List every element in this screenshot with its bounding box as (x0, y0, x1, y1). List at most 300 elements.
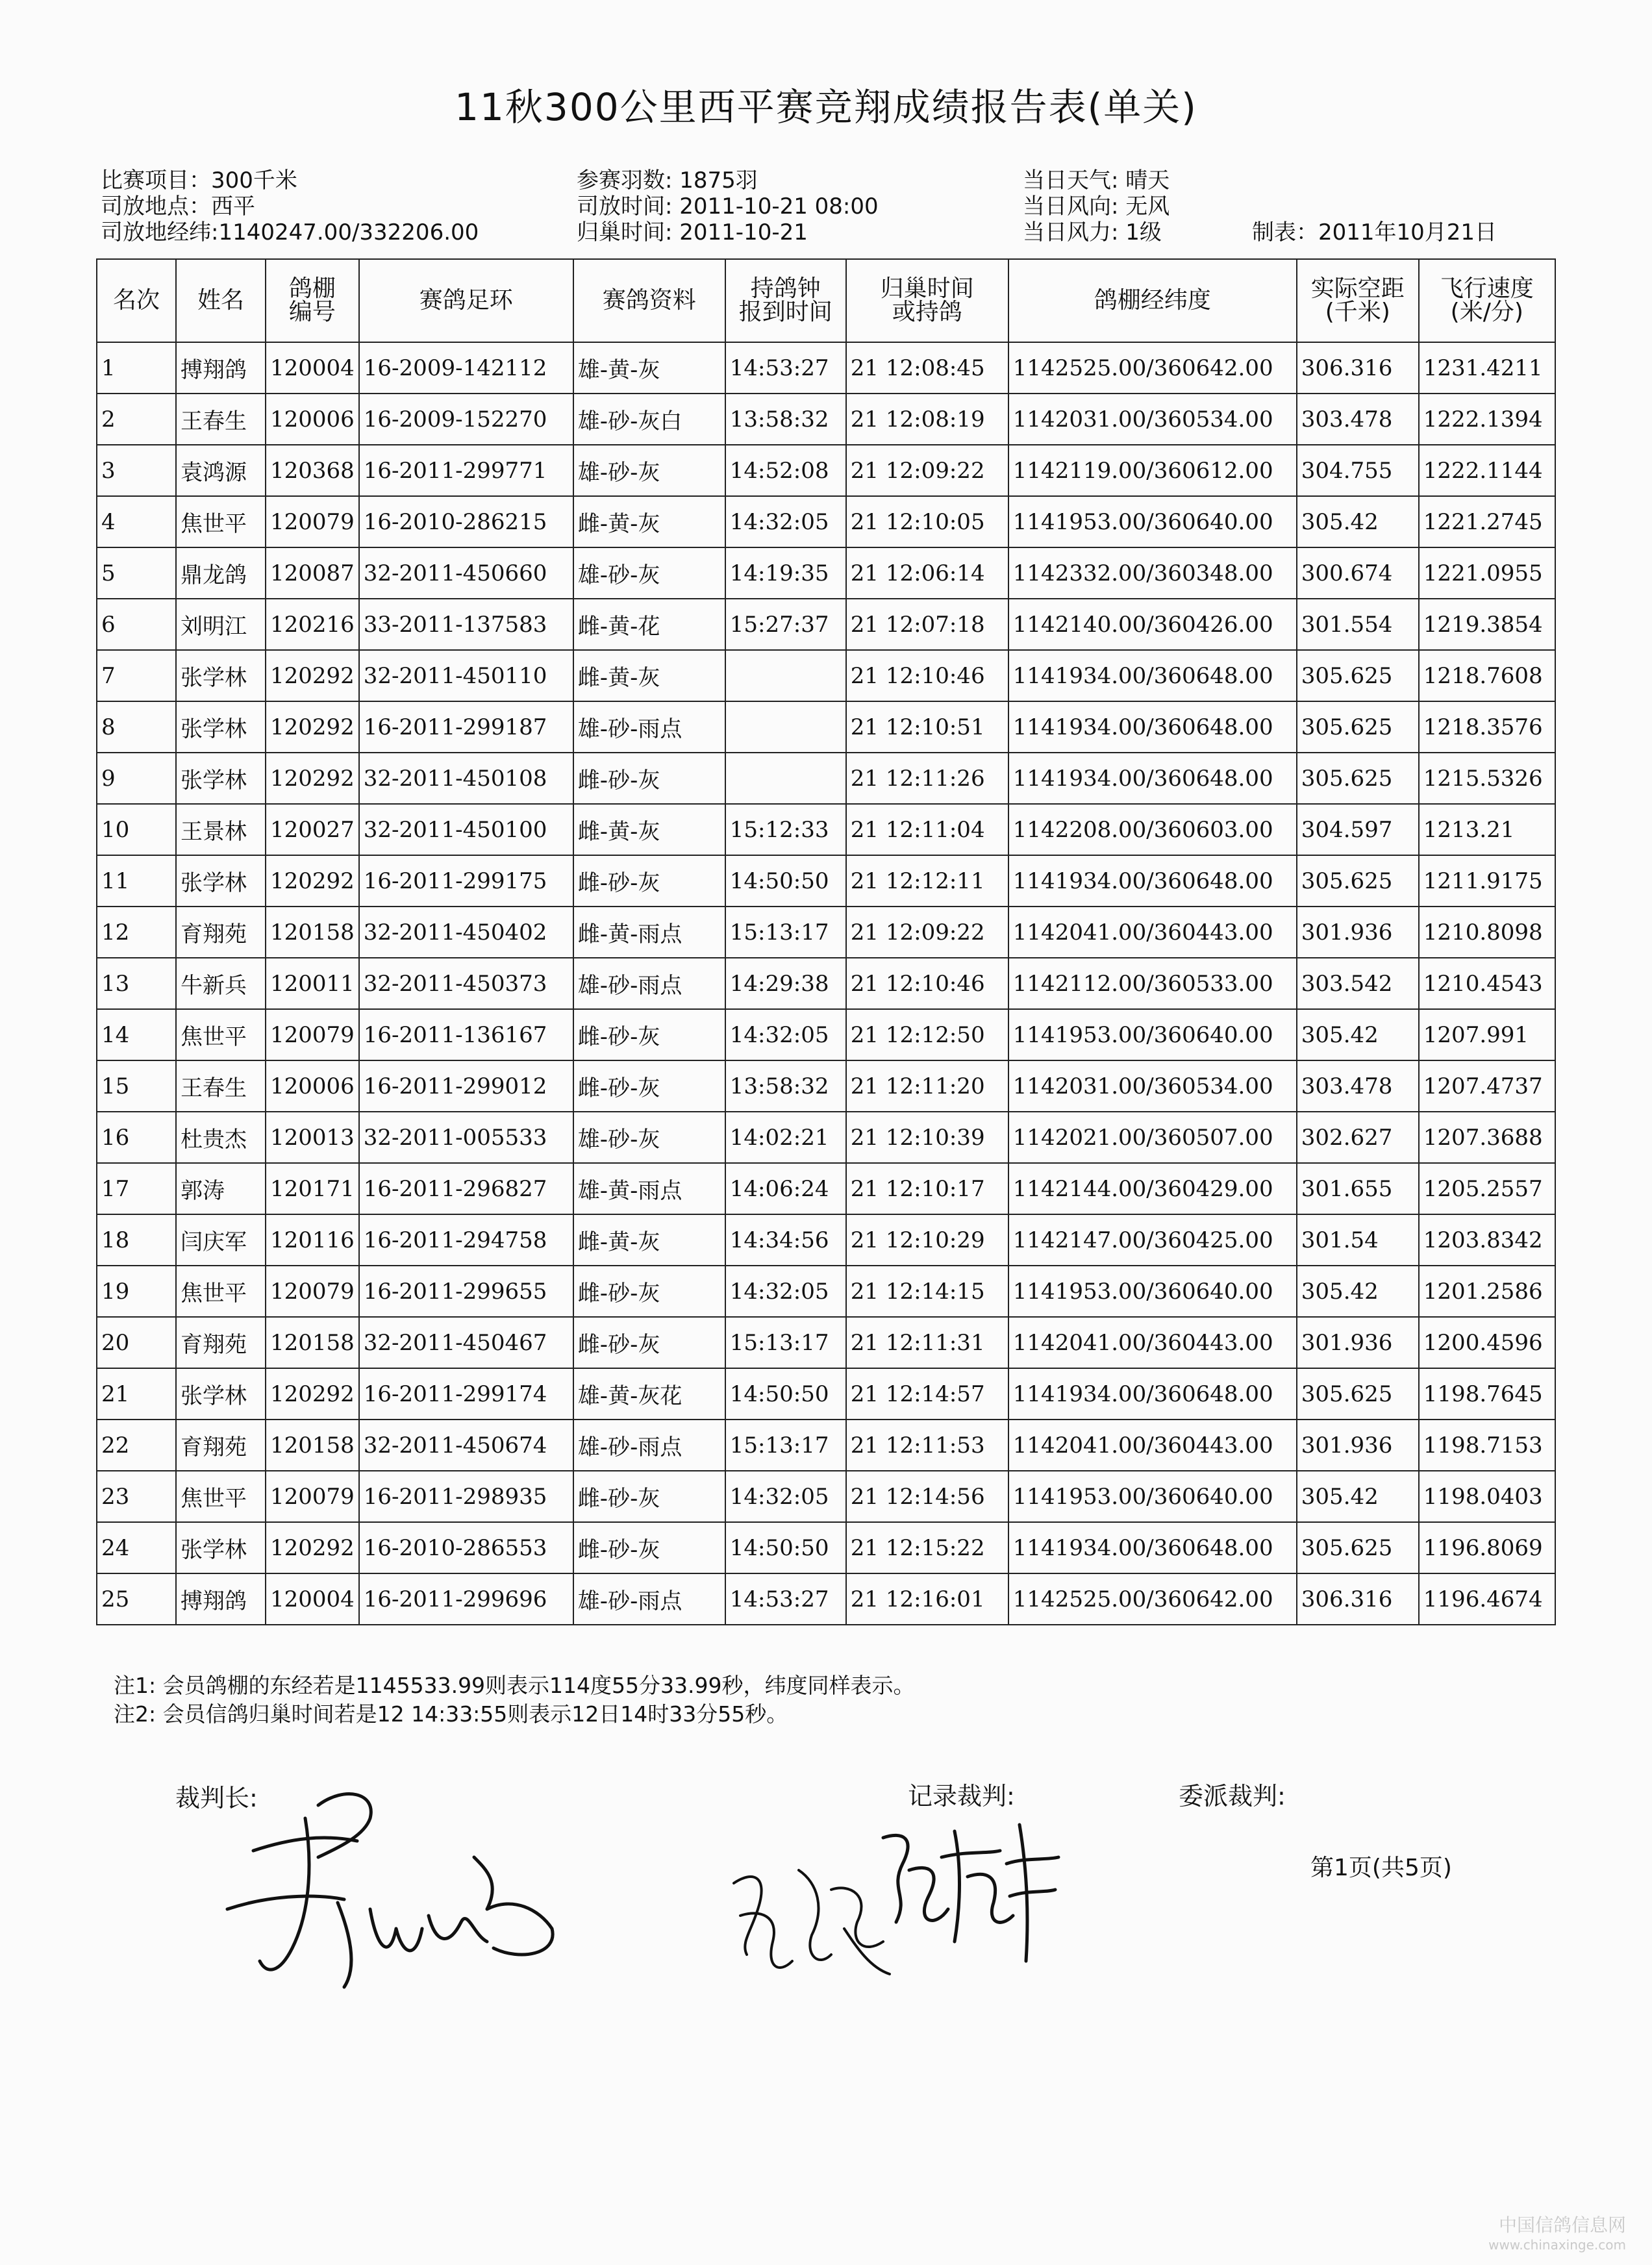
cell-name: 郭涛 (176, 1163, 266, 1214)
cell-arrival-time: 21 12:11:31 (846, 1317, 1008, 1368)
cell-distance: 305.625 (1297, 1368, 1419, 1420)
cell-speed: 1201.2586 (1419, 1266, 1555, 1317)
cell-info: 雌-砂-灰 (573, 1009, 725, 1060)
cell-distance: 304.597 (1297, 804, 1419, 855)
cell-speed: 1207.3688 (1419, 1112, 1555, 1163)
cell-ring: 16-2011-299175 (359, 855, 573, 907)
table-row (97, 1317, 1555, 1368)
meta-release-coords: 司放地经纬:1140247.00/332206.00 (101, 219, 479, 245)
cell-distance: 305.625 (1297, 701, 1419, 753)
table-row (97, 496, 1555, 547)
cell-info: 雄-砂-雨点 (573, 1420, 725, 1471)
cell-arrival-time: 21 12:10:46 (846, 650, 1008, 701)
cell-info: 雄-黄-灰花 (573, 1368, 725, 1420)
header-rank: 名次 (97, 259, 176, 342)
cell-distance: 305.625 (1297, 753, 1419, 804)
cell-name: 闫庆军 (176, 1214, 266, 1266)
table-row (97, 1471, 1555, 1522)
cell-clock-time: 15:13:17 (725, 1317, 846, 1368)
cell-ring: 32-2011-450402 (359, 907, 573, 958)
cell-loft-id: 120216 (266, 599, 359, 650)
cell-clock-time: 15:27:37 (725, 599, 846, 650)
cell-coords: 1142147.00/360425.00 (1008, 1214, 1297, 1266)
table-body (97, 342, 1555, 1625)
cell-info: 雌-黄-灰 (573, 496, 725, 547)
cell-distance: 301.936 (1297, 1317, 1419, 1368)
cell-rank: 11 (97, 855, 176, 907)
cell-rank: 25 (97, 1573, 176, 1625)
cell-distance: 301.54 (1297, 1214, 1419, 1266)
cell-clock-time (725, 701, 846, 753)
cell-distance: 301.936 (1297, 1420, 1419, 1471)
cell-ring: 33-2011-137583 (359, 599, 573, 650)
cell-loft-id: 120006 (266, 394, 359, 445)
cell-clock-time (725, 753, 846, 804)
table-header-row (97, 259, 1555, 342)
cell-speed: 1219.3854 (1419, 599, 1555, 650)
cell-clock-time: 15:13:17 (725, 1420, 846, 1471)
cell-coords: 1142112.00/360533.00 (1008, 958, 1297, 1009)
cell-clock-time: 13:58:32 (725, 1060, 846, 1112)
cell-info: 雄-砂-雨点 (573, 1573, 725, 1625)
cell-speed: 1203.8342 (1419, 1214, 1555, 1266)
cell-speed: 1210.4543 (1419, 958, 1555, 1009)
report-title: 11秋300公里西平赛竞翔成绩报告表(单关) (455, 85, 1197, 129)
cell-name: 王春生 (176, 1060, 266, 1112)
cell-speed: 1200.4596 (1419, 1317, 1555, 1368)
note-2: 注2: 会员信鸽归巢时间若是12 14:33:55则表示12日14时33分55秒。 (114, 1701, 788, 1727)
cell-info: 雄-砂-灰 (573, 547, 725, 599)
cell-name: 牛新兵 (176, 958, 266, 1009)
cell-clock-time: 14:50:50 (725, 1522, 846, 1573)
table-row (97, 1060, 1555, 1112)
cell-info: 雄-黄-雨点 (573, 1163, 725, 1214)
cell-name: 王春生 (176, 394, 266, 445)
cell-rank: 16 (97, 1112, 176, 1163)
header-info: 赛鸽资料 (573, 259, 725, 342)
cell-speed: 1196.8069 (1419, 1522, 1555, 1573)
cell-info: 雄-砂-雨点 (573, 958, 725, 1009)
header-distance: 实际空距 (千米) (1297, 259, 1419, 342)
watermark-line-2: www.chinaxinge.com (1488, 2237, 1626, 2253)
meta-release-place: 司放地点：西平 (101, 194, 255, 219)
cell-speed: 1207.991 (1419, 1009, 1555, 1060)
meta-column-3 (1023, 168, 1170, 245)
header-loft-id: 鸽棚 编号 (266, 259, 359, 342)
cell-rank: 2 (97, 394, 176, 445)
cell-speed: 1215.5326 (1419, 753, 1555, 804)
cell-info: 雌-砂-灰 (573, 855, 725, 907)
cell-arrival-time: 21 12:09:22 (846, 445, 1008, 496)
cell-rank: 3 (97, 445, 176, 496)
cell-speed: 1221.0955 (1419, 547, 1555, 599)
cell-rank: 18 (97, 1214, 176, 1266)
cell-loft-id: 120011 (266, 958, 359, 1009)
cell-speed: 1210.8098 (1419, 907, 1555, 958)
cell-loft-id: 120013 (266, 1112, 359, 1163)
cell-arrival-time: 21 12:08:19 (846, 394, 1008, 445)
cell-distance: 300.674 (1297, 547, 1419, 599)
cell-coords: 1142031.00/360534.00 (1008, 1060, 1297, 1112)
cell-speed: 1198.7153 (1419, 1420, 1555, 1471)
cell-rank: 15 (97, 1060, 176, 1112)
cell-rank: 20 (97, 1317, 176, 1368)
cell-distance: 306.316 (1297, 342, 1419, 394)
cell-clock-time: 14:06:24 (725, 1163, 846, 1214)
cell-ring: 16-2011-299655 (359, 1266, 573, 1317)
cell-speed: 1205.2557 (1419, 1163, 1555, 1214)
cell-rank: 4 (97, 496, 176, 547)
cell-clock-time: 14:52:08 (725, 445, 846, 496)
cell-name: 焦世平 (176, 1471, 266, 1522)
cell-coords: 1141934.00/360648.00 (1008, 753, 1297, 804)
cell-loft-id: 120158 (266, 1420, 359, 1471)
table-row (97, 1573, 1555, 1625)
cell-distance: 303.478 (1297, 394, 1419, 445)
cell-speed: 1222.1394 (1419, 394, 1555, 445)
cell-rank: 10 (97, 804, 176, 855)
cell-arrival-time: 21 12:15:22 (846, 1522, 1008, 1573)
cell-name: 袁鸿源 (176, 445, 266, 496)
cell-info: 雌-黄-灰 (573, 1214, 725, 1266)
cell-ring: 16-2011-136167 (359, 1009, 573, 1060)
meta-event: 比赛项目：300千米 (101, 168, 297, 194)
cell-distance: 305.625 (1297, 1522, 1419, 1573)
cell-ring: 16-2011-299696 (359, 1573, 573, 1625)
chief-judge-label: 裁判长: (175, 1784, 258, 1812)
cell-rank: 22 (97, 1420, 176, 1471)
table-row (97, 1112, 1555, 1163)
cell-clock-time: 14:53:27 (725, 342, 846, 394)
cell-speed: 1222.1144 (1419, 445, 1555, 496)
cell-loft-id: 120116 (266, 1214, 359, 1266)
cell-arrival-time: 21 12:10:39 (846, 1112, 1008, 1163)
cell-loft-id: 120079 (266, 1471, 359, 1522)
cell-loft-id: 120292 (266, 753, 359, 804)
cell-ring: 32-2011-450674 (359, 1420, 573, 1471)
cell-name: 焦世平 (176, 496, 266, 547)
cell-distance: 303.478 (1297, 1060, 1419, 1112)
cell-distance: 301.655 (1297, 1163, 1419, 1214)
cell-clock-time (725, 650, 846, 701)
cell-arrival-time: 21 12:06:14 (846, 547, 1008, 599)
watermark-line-1: 中国信鸽信息网 (1498, 2214, 1626, 2236)
cell-loft-id: 120292 (266, 855, 359, 907)
meta-column-2 (577, 168, 879, 245)
cell-ring: 32-2011-450467 (359, 1317, 573, 1368)
cell-speed: 1198.7645 (1419, 1368, 1555, 1420)
cell-ring: 32-2011-450110 (359, 650, 573, 701)
table-row (97, 599, 1555, 650)
page-indicator: 第1页(共5页) (1310, 1855, 1452, 1881)
cell-speed: 1221.2745 (1419, 496, 1555, 547)
cell-info: 雌-砂-灰 (573, 1471, 725, 1522)
table-row (97, 1266, 1555, 1317)
cell-clock-time: 14:19:35 (725, 547, 846, 599)
cell-clock-time: 14:32:05 (725, 1266, 846, 1317)
cell-clock-time: 14:29:38 (725, 958, 846, 1009)
cell-ring: 16-2010-286215 (359, 496, 573, 547)
cell-coords: 1142332.00/360348.00 (1008, 547, 1297, 599)
cell-arrival-time: 21 12:12:50 (846, 1009, 1008, 1060)
cell-arrival-time: 21 12:07:18 (846, 599, 1008, 650)
table-row (97, 1368, 1555, 1420)
cell-loft-id: 120368 (266, 445, 359, 496)
cell-speed: 1207.4737 (1419, 1060, 1555, 1112)
cell-loft-id: 120027 (266, 804, 359, 855)
notes (114, 1671, 915, 1729)
cell-name: 张学林 (176, 701, 266, 753)
cell-arrival-time: 21 12:10:05 (846, 496, 1008, 547)
cell-coords: 1141934.00/360648.00 (1008, 701, 1297, 753)
cell-coords: 1142525.00/360642.00 (1008, 1573, 1297, 1625)
cell-rank: 5 (97, 547, 176, 599)
cell-clock-time: 14:02:21 (725, 1112, 846, 1163)
cell-coords: 1141934.00/360648.00 (1008, 1368, 1297, 1420)
cell-name: 焦世平 (176, 1009, 266, 1060)
cell-coords: 1142021.00/360507.00 (1008, 1112, 1297, 1163)
cell-info: 雄-砂-灰 (573, 445, 725, 496)
cell-info: 雌-砂-灰 (573, 1266, 725, 1317)
cell-ring: 32-2011-450373 (359, 958, 573, 1009)
cell-loft-id: 120004 (266, 1573, 359, 1625)
table-row (97, 804, 1555, 855)
cell-coords: 1142031.00/360534.00 (1008, 394, 1297, 445)
cell-coords: 1142144.00/360429.00 (1008, 1163, 1297, 1214)
cell-ring: 16-2009-152270 (359, 394, 573, 445)
cell-rank: 12 (97, 907, 176, 958)
meta-release-time: 司放时间: 2011-10-21 08:00 (577, 194, 879, 219)
cell-arrival-time: 21 12:14:56 (846, 1471, 1008, 1522)
results-table (96, 258, 1556, 1625)
cell-distance: 305.42 (1297, 1009, 1419, 1060)
table-row (97, 445, 1555, 496)
cell-info: 雌-砂-灰 (573, 753, 725, 804)
cell-ring: 16-2009-142112 (359, 342, 573, 394)
cell-clock-time: 14:34:56 (725, 1214, 846, 1266)
cell-loft-id: 120079 (266, 1266, 359, 1317)
meta-entries: 参赛羽数: 1875羽 (577, 168, 758, 194)
cell-rank: 9 (97, 753, 176, 804)
cell-name: 张学林 (176, 855, 266, 907)
cell-arrival-time: 21 12:12:11 (846, 855, 1008, 907)
cell-name: 育翔苑 (176, 1420, 266, 1471)
cell-loft-id: 120006 (266, 1060, 359, 1112)
cell-arrival-time: 21 12:11:04 (846, 804, 1008, 855)
cell-name: 搏翔鸽 (176, 1573, 266, 1625)
cell-speed: 1218.3576 (1419, 701, 1555, 753)
cell-speed: 1213.21 (1419, 804, 1555, 855)
cell-speed: 1198.0403 (1419, 1471, 1555, 1522)
cell-name: 王景林 (176, 804, 266, 855)
cell-ring: 16-2011-299174 (359, 1368, 573, 1420)
header-clock-time: 持鸽钟 报到时间 (725, 259, 846, 342)
table-row (97, 1214, 1555, 1266)
recorder-signature-2 (870, 1812, 1065, 1968)
cell-coords: 1141934.00/360648.00 (1008, 1522, 1297, 1573)
table-row (97, 650, 1555, 701)
cell-rank: 23 (97, 1471, 176, 1522)
cell-info: 雄-砂-灰白 (573, 394, 725, 445)
cell-ring: 32-2011-450660 (359, 547, 573, 599)
cell-rank: 14 (97, 1009, 176, 1060)
cell-distance: 305.42 (1297, 1471, 1419, 1522)
cell-info: 雌-砂-灰 (573, 1060, 725, 1112)
cell-coords: 1141934.00/360648.00 (1008, 650, 1297, 701)
table-row (97, 1163, 1555, 1214)
cell-clock-time: 14:32:05 (725, 496, 846, 547)
cell-info: 雌-砂-灰 (573, 1522, 725, 1573)
table-row (97, 547, 1555, 599)
cell-distance: 304.755 (1297, 445, 1419, 496)
cell-loft-id: 120158 (266, 1317, 359, 1368)
table-row (97, 1420, 1555, 1471)
cell-clock-time: 15:13:17 (725, 907, 846, 958)
watermark (1488, 2216, 1626, 2255)
cell-arrival-time: 21 12:11:26 (846, 753, 1008, 804)
cell-ring: 16-2011-299187 (359, 701, 573, 753)
table-row (97, 1522, 1555, 1573)
cell-loft-id: 120292 (266, 1368, 359, 1420)
cell-arrival-time: 21 12:10:29 (846, 1214, 1008, 1266)
cell-rank: 17 (97, 1163, 176, 1214)
cell-arrival-time: 21 12:11:20 (846, 1060, 1008, 1112)
cell-info: 雄-黄-灰 (573, 342, 725, 394)
cell-name: 张学林 (176, 753, 266, 804)
cell-coords: 1142525.00/360642.00 (1008, 342, 1297, 394)
cell-rank: 7 (97, 650, 176, 701)
cell-distance: 303.542 (1297, 958, 1419, 1009)
cell-distance: 301.936 (1297, 907, 1419, 958)
cell-name: 张学林 (176, 650, 266, 701)
header-speed: 飞行速度 (米/分) (1419, 259, 1555, 342)
cell-info: 雌-黄-雨点 (573, 907, 725, 958)
recorder-judge-label: 记录裁判: (908, 1782, 1015, 1810)
delegate-judge-label: 委派裁判: (1179, 1782, 1286, 1810)
cell-arrival-time: 21 12:09:22 (846, 907, 1008, 958)
cell-speed: 1231.4211 (1419, 342, 1555, 394)
cell-name: 育翔苑 (176, 1317, 266, 1368)
cell-name: 焦世平 (176, 1266, 266, 1317)
meta-column-1 (101, 168, 479, 245)
cell-coords: 1142119.00/360612.00 (1008, 445, 1297, 496)
cell-clock-time: 14:50:50 (725, 1368, 846, 1420)
cell-info: 雌-砂-灰 (573, 1317, 725, 1368)
cell-coords: 1142208.00/360603.00 (1008, 804, 1297, 855)
cell-speed: 1211.9175 (1419, 855, 1555, 907)
header-coords: 鸽棚经纬度 (1008, 259, 1297, 342)
cell-ring: 16-2010-286553 (359, 1522, 573, 1573)
cell-loft-id: 120087 (266, 547, 359, 599)
cell-clock-time: 14:32:05 (725, 1471, 846, 1522)
meta-made-date: 制表：2011年10月21日 (1252, 219, 1497, 245)
table-row (97, 958, 1555, 1009)
cell-loft-id: 120292 (266, 701, 359, 753)
cell-coords: 1142041.00/360443.00 (1008, 1420, 1297, 1471)
cell-clock-time: 14:32:05 (725, 1009, 846, 1060)
cell-rank: 1 (97, 342, 176, 394)
cell-info: 雄-砂-灰 (573, 1112, 725, 1163)
cell-distance: 305.625 (1297, 650, 1419, 701)
cell-arrival-time: 21 12:10:17 (846, 1163, 1008, 1214)
table-row (97, 394, 1555, 445)
cell-coords: 1142041.00/360443.00 (1008, 1317, 1297, 1368)
table-row (97, 907, 1555, 958)
cell-distance: 305.625 (1297, 855, 1419, 907)
cell-loft-id: 120292 (266, 1522, 359, 1573)
cell-speed: 1196.4674 (1419, 1573, 1555, 1625)
cell-rank: 8 (97, 701, 176, 753)
cell-coords: 1142041.00/360443.00 (1008, 907, 1297, 958)
cell-ring: 16-2011-298935 (359, 1471, 573, 1522)
cell-name: 张学林 (176, 1368, 266, 1420)
meta-weather: 当日天气: 晴天 (1023, 168, 1170, 194)
cell-arrival-time: 21 12:10:51 (846, 701, 1008, 753)
cell-coords: 1141953.00/360640.00 (1008, 1266, 1297, 1317)
header-arrival-time: 归巢时间 或持鸽 (846, 259, 1008, 342)
cell-info: 雌-黄-花 (573, 599, 725, 650)
cell-clock-time: 15:12:33 (725, 804, 846, 855)
cell-ring: 32-2011-450108 (359, 753, 573, 804)
cell-arrival-time: 21 12:10:46 (846, 958, 1008, 1009)
cell-ring: 16-2011-296827 (359, 1163, 573, 1214)
cell-loft-id: 120079 (266, 496, 359, 547)
cell-arrival-time: 21 12:14:57 (846, 1368, 1008, 1420)
cell-clock-time: 14:50:50 (725, 855, 846, 907)
cell-clock-time: 13:58:32 (725, 394, 846, 445)
cell-name: 搏翔鸽 (176, 342, 266, 394)
cell-distance: 305.42 (1297, 1266, 1419, 1317)
header-name: 姓名 (176, 259, 266, 342)
cell-ring: 32-2011-005533 (359, 1112, 573, 1163)
cell-ring: 16-2011-299012 (359, 1060, 573, 1112)
cell-ring: 16-2011-299771 (359, 445, 573, 496)
cell-rank: 21 (97, 1368, 176, 1420)
table-row (97, 1009, 1555, 1060)
table-row (97, 701, 1555, 753)
cell-name: 刘明江 (176, 599, 266, 650)
cell-arrival-time: 21 12:14:15 (846, 1266, 1008, 1317)
cell-coords: 1141934.00/360648.00 (1008, 855, 1297, 907)
cell-name: 张学林 (176, 1522, 266, 1573)
cell-distance: 301.554 (1297, 599, 1419, 650)
cell-speed: 1218.7608 (1419, 650, 1555, 701)
cell-info: 雌-黄-灰 (573, 804, 725, 855)
cell-coords: 1141953.00/360640.00 (1008, 1471, 1297, 1522)
header-ring: 赛鸽足环 (359, 259, 573, 342)
cell-loft-id: 120004 (266, 342, 359, 394)
meta-wind-force: 当日风力: 1级 (1023, 219, 1162, 245)
cell-coords: 1141953.00/360640.00 (1008, 1009, 1297, 1060)
cell-rank: 19 (97, 1266, 176, 1317)
table-row (97, 753, 1555, 804)
cell-name: 杜贵杰 (176, 1112, 266, 1163)
cell-rank: 6 (97, 599, 176, 650)
cell-loft-id: 120292 (266, 650, 359, 701)
cell-arrival-time: 21 12:11:53 (846, 1420, 1008, 1471)
chief-judge-signature (214, 1779, 578, 2000)
cell-loft-id: 120171 (266, 1163, 359, 1214)
cell-distance: 302.627 (1297, 1112, 1419, 1163)
cell-coords: 1142140.00/360426.00 (1008, 599, 1297, 650)
table-row (97, 855, 1555, 907)
meta-wind-direction: 当日风向: 无风 (1023, 194, 1170, 219)
cell-distance: 306.316 (1297, 1573, 1419, 1625)
cell-name: 育翔苑 (176, 907, 266, 958)
cell-clock-time: 14:53:27 (725, 1573, 846, 1625)
cell-info: 雄-砂-雨点 (573, 701, 725, 753)
cell-arrival-time: 21 12:16:01 (846, 1573, 1008, 1625)
